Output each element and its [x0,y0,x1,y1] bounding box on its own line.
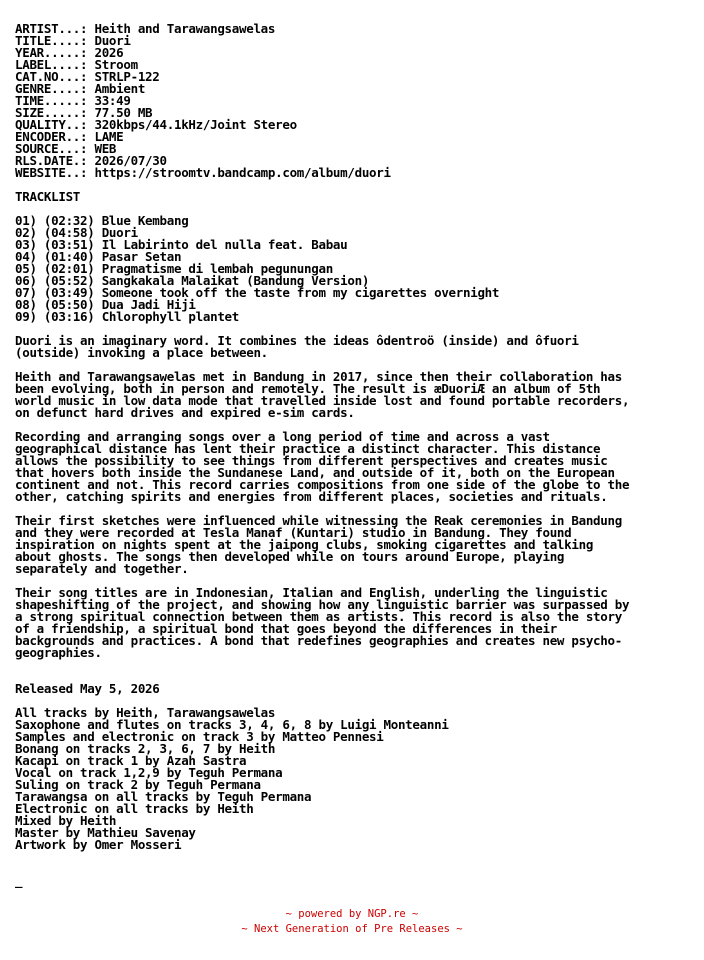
description-paragraph [15,587,699,659]
description-line: Duori is an imaginary word. It combines the ideas ôdentroö (inside) and ôfuori [15,333,579,348]
credit-line: Vocal on track 1,2,9 by Teguh Permana [15,765,283,780]
info-line: SIZE.....: 77.50 MB [15,105,153,120]
tracklist-heading: TRACKLIST [15,189,81,204]
info-line: GENRE....: Ambient [15,81,146,96]
footer-powered-by: ~ powered by NGP.re ~ [285,908,419,920]
description-line: about ghosts. The songs then developed while on tours around Europe, playing [15,549,565,564]
description-line: world music in low data mode that travelled inside lost and found portable recorders, [15,393,630,408]
info-line: ENCODER..: LAME [15,129,124,144]
description-line: separately and together. [15,561,189,576]
track-item: 08) (05:50) Dua Jadi Hiji [15,297,196,312]
credit-line: Tarawangsa on all tracks by Teguh Permana [15,789,312,804]
description-line: geographical distance has lent their practice a distinct character. This distance [15,441,601,456]
description-line: inspiration on nights spent at the jaipong clubs, smoking cigarettes and talking [15,537,594,552]
credit-line: Bonang on tracks 2, 3, 6, 7 by Heith [15,741,276,756]
info-line: ARTIST...: Heith and Tarawangsawelas [15,21,276,36]
footer-tagline: ~ Next Generation of Pre Releases ~ [241,923,463,935]
description-line: backgrounds and practices. A bond that redefines geographies and creates new psycho- [15,633,622,648]
track-item: 09) (03:16) Chlorophyll plantet [15,309,239,324]
description-line: Their first sketches were influenced while witnessing the Reak ceremonies in Bandung [15,513,622,528]
description-line: allows the possibility to see things from different perspectives and creates music [15,453,608,468]
text-cursor: _ [15,873,23,888]
info-line: QUALITY..: 320kbps/44.1kHz/Joint Stereo [15,117,297,132]
description-paragraph [15,335,699,359]
info-line: TITLE....: Duori [15,33,131,48]
description-line: Heith and Tarawangsawelas met in Bandung in 2017, since then their collaboration has [15,369,622,384]
description-line: a strong spiritual connection between them as artists. This record is also the story [15,609,622,624]
track-item: 03) (03:51) Il Labirinto del nulla feat. Babau [15,237,348,252]
description-line: continent and not. This record carries compositions from one side of the globe to the [15,477,630,492]
track-item: 07) (03:49) Someone took off the taste from my cigarettes overnight [15,285,500,300]
description-line: shapeshifting of the project, and showing how any linguistic barrier was surpassed by [15,597,630,612]
description-line: of a friendship, a spiritual bond that goes beyond the differences in their [15,621,557,636]
credit-line: Saxophone and flutes on tracks 3, 4, 6, 8 by Luigi Monteanni [15,717,449,732]
credit-line: Samples and electronic on track 3 by Matteo Pennesi [15,729,384,744]
info-line: TIME.....: 33:49 [15,93,131,108]
website-line: WEBSITE..: https://stroomtv.bandcamp.com/album/duori [15,165,391,180]
tracklist [15,215,699,323]
description-line: on defunct hard drives and expired e-sim cards. [15,405,355,420]
description-line: been evolving, both in person and remotely. The result is æDuoriÆ an album of 5th [15,381,601,396]
credits [15,707,699,851]
track-item: 02) (04:58) Duori [15,225,138,240]
credit-line: Mixed by Heith [15,813,117,828]
release-info [15,23,699,179]
description-line: and they were recorded at Tesla Manaf (Kuntari) studio in Bandung. They found [15,525,572,540]
info-line: LABEL....: Stroom [15,57,138,72]
credit-line: Master by Mathieu Savenay [15,825,196,840]
credit-line: Electronic on all tracks by Heith [15,801,254,816]
description-paragraph [15,431,699,503]
description-paragraph [15,515,699,575]
info-line: CAT.NO...: STRLP-122 [15,69,160,84]
description-line: Recording and arranging songs over a long period of time and across a vast [15,429,550,444]
release-date: Released May 5, 2026 [15,681,160,696]
description-line: Their song titles are in Indonesian, Italian and English, underling the linguistic [15,585,608,600]
info-line: SOURCE...: WEB [15,141,117,156]
info-line: RLS.DATE.: 2026/07/30 [15,153,167,168]
credit-line: Suling on track 2 by Teguh Permana [15,777,261,792]
track-item: 06) (05:52) Sangkakala Malaikat (Bandung Version) [15,273,370,288]
track-item: 01) (02:32) Blue Kembang [15,213,189,228]
info-line: YEAR.....: 2026 [15,45,124,60]
credit-line: Kacapi on track 1 by Azah Sastra [15,753,247,768]
credit-line: All tracks by Heith, Tarawangsawelas [15,705,276,720]
description-line: (outside) invoking a place between. [15,345,268,360]
description-line: other, catching spirits and energies from different places, societies and rituals. [15,489,608,504]
description-line: geographies. [15,645,102,660]
description-paragraph [15,371,699,419]
credit-line: Artwork by Omer Mosseri [15,837,182,852]
track-item: 04) (01:40) Pasar Setan [15,249,182,264]
description-line: that hovers both inside the Sundanese Land, and outside of it, both on the European [15,465,615,480]
track-item: 05) (02:01) Pragmatisme di lembah pegunungan [15,261,333,276]
nfo-text [15,23,699,887]
